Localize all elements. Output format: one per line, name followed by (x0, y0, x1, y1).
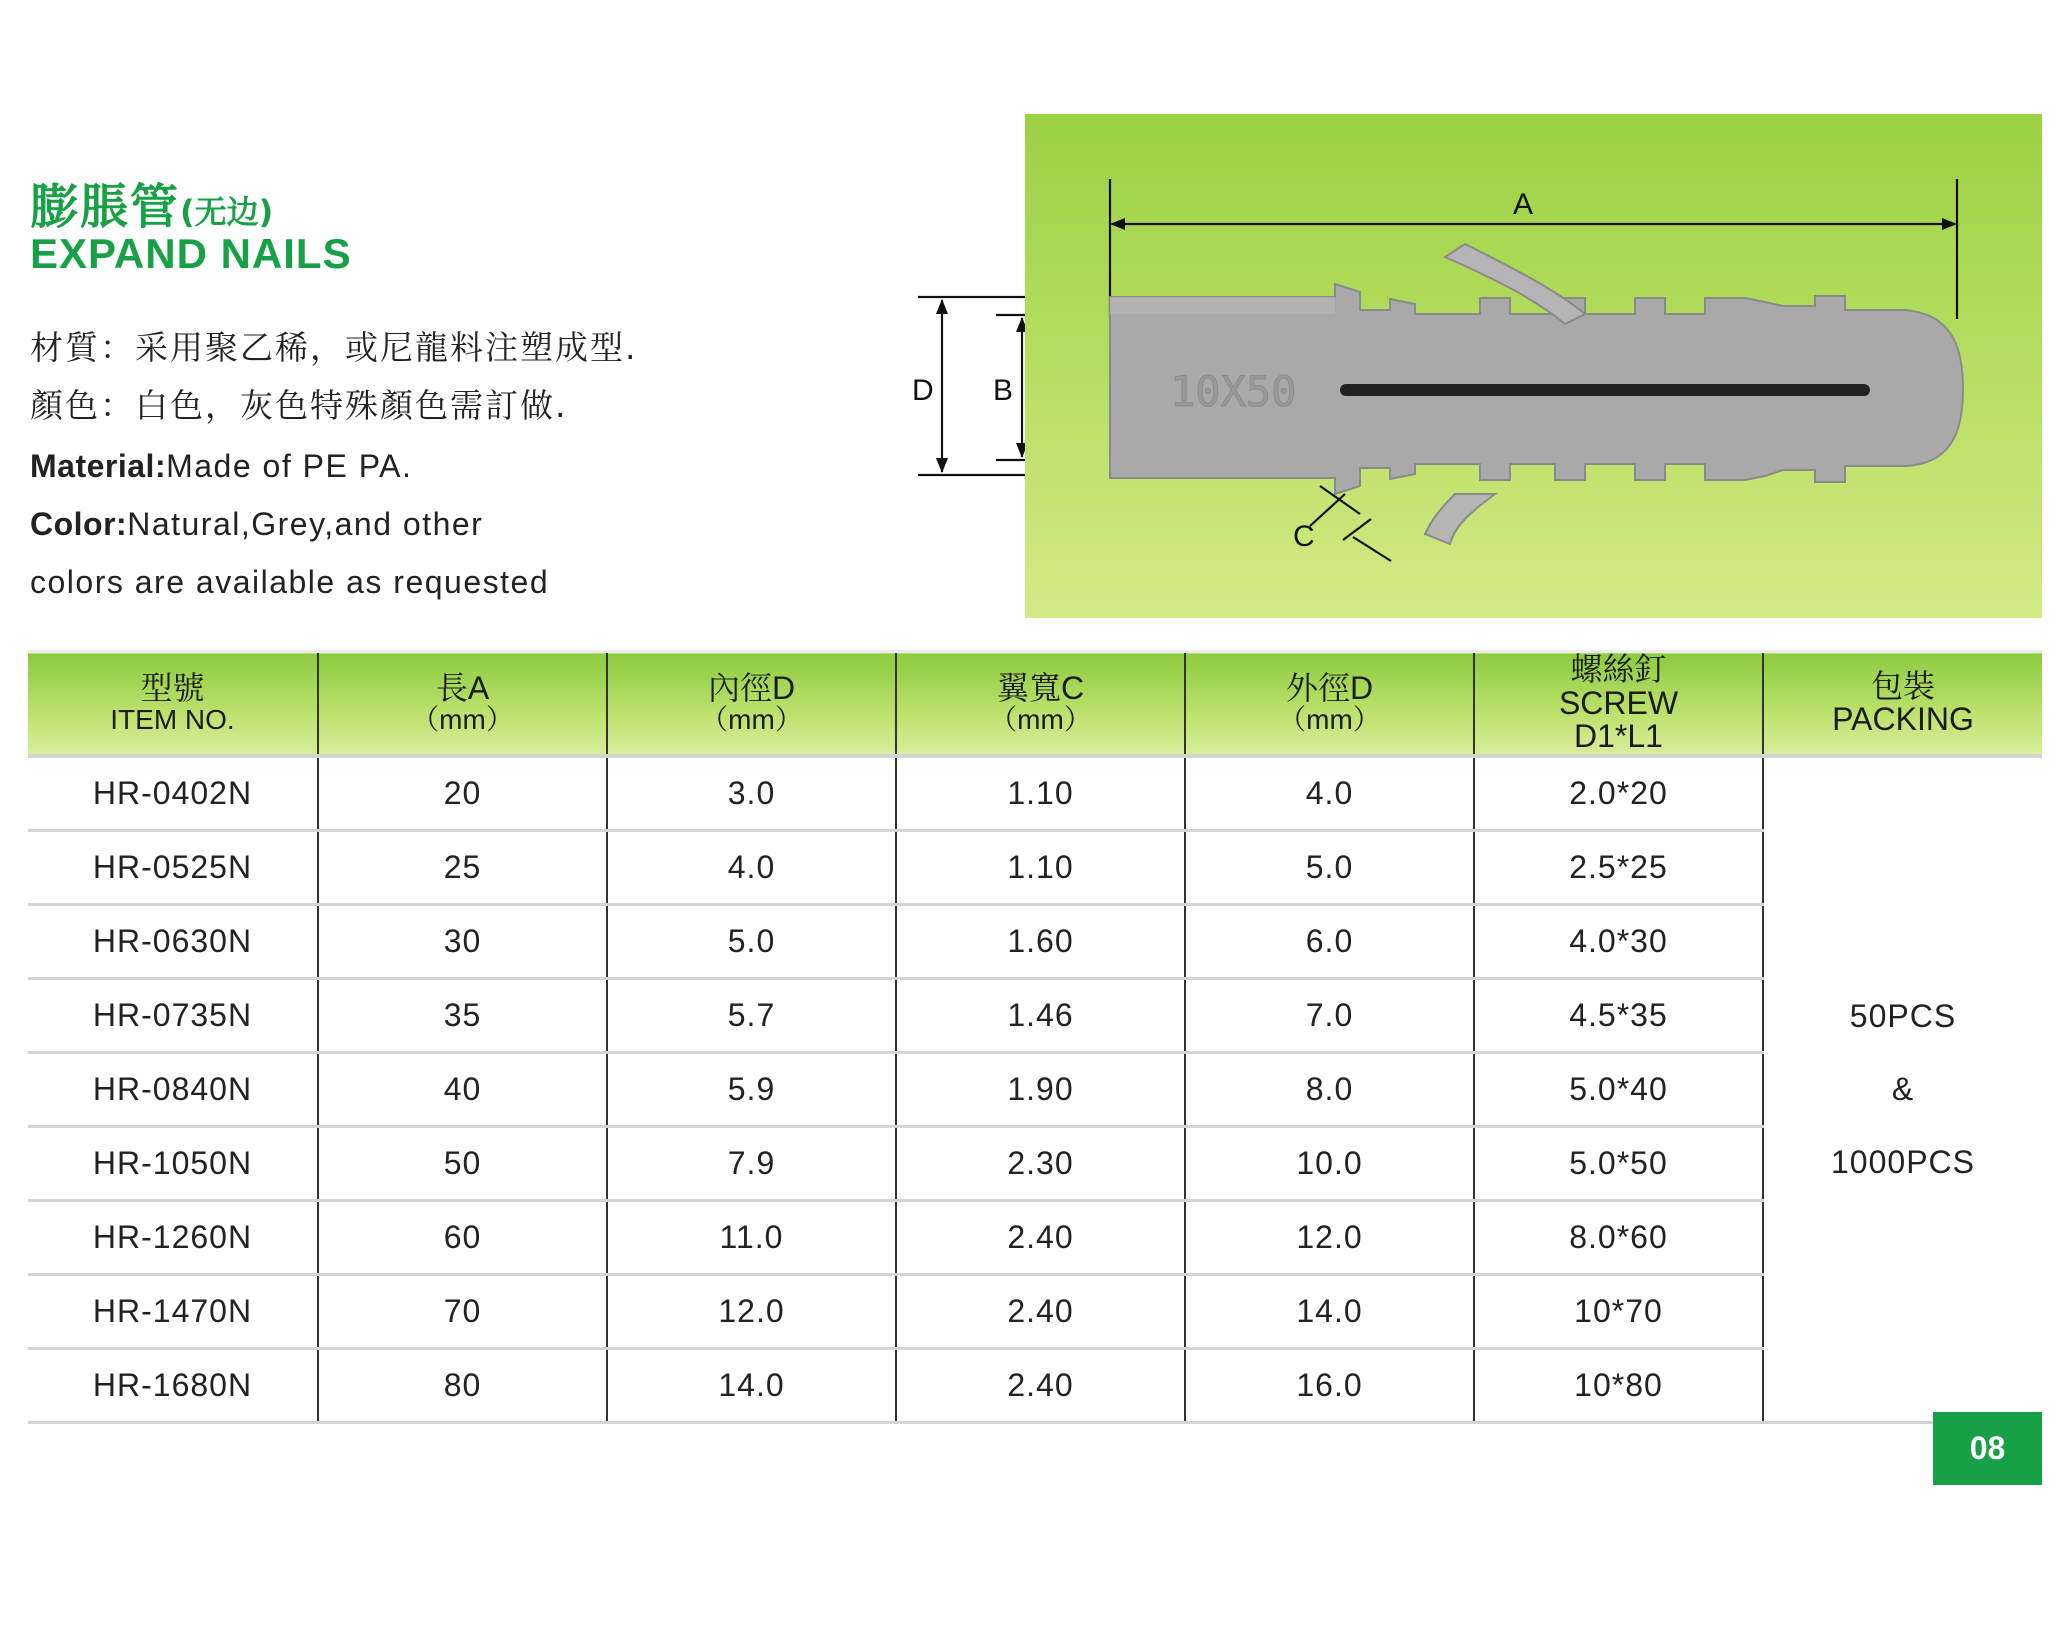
cell-outer-d: 16.0 (1185, 1348, 1474, 1422)
cell-item-no: HR-1260N (28, 1200, 318, 1274)
header-screw: 螺絲釘 SCREW D1*L1 (1474, 652, 1763, 756)
cell-length: 70 (318, 1274, 607, 1348)
cell-item-no: HR-1680N (28, 1348, 318, 1422)
cell-wing-c: 2.40 (896, 1348, 1185, 1422)
cell-inner-d: 11.0 (607, 1200, 896, 1274)
cell-wing-c: 1.46 (896, 978, 1185, 1052)
packing-line-3: 1000PCS (1831, 1143, 1975, 1180)
table-row (28, 1348, 2042, 1422)
label-b: B (993, 374, 1014, 407)
color-value: Natural,Grey,and other (127, 506, 484, 542)
header-item-no: 型號 ITEM NO. (28, 652, 318, 756)
cell-inner-d: 7.9 (607, 1126, 896, 1200)
material-en (30, 448, 412, 485)
table-row (28, 1200, 2042, 1274)
cell-item-no: HR-1050N (28, 1126, 318, 1200)
cell-outer-d: 12.0 (1185, 1200, 1474, 1274)
cell-inner-d: 5.0 (607, 904, 896, 978)
table-row (28, 756, 2042, 831)
plug-illustration (1025, 114, 2042, 618)
cell-length: 60 (318, 1200, 607, 1274)
cell-wing-c: 1.10 (896, 756, 1185, 831)
color-en (30, 506, 483, 543)
title-cn-sub: (无边) (180, 193, 274, 231)
cell-wing-c: 2.40 (896, 1274, 1185, 1348)
table-row (28, 904, 2042, 978)
cell-inner-d: 14.0 (607, 1348, 896, 1422)
cell-outer-d: 10.0 (1185, 1126, 1474, 1200)
product-title-en: EXPAND NAILS (30, 230, 352, 277)
cell-wing-c: 1.60 (896, 904, 1185, 978)
page-number: 08 (1933, 1412, 2042, 1485)
cell-length: 40 (318, 1052, 607, 1126)
cell-outer-d: 14.0 (1185, 1274, 1474, 1348)
embossed-size: 10X50 (1170, 367, 1297, 416)
packing-line-2: & (1891, 1070, 1915, 1107)
packing-line-1: 50PCS (1849, 997, 1957, 1034)
cell-item-no: HR-0402N (28, 756, 318, 831)
cell-length: 30 (318, 904, 607, 978)
header-packing: 包裝 PACKING (1763, 652, 2042, 756)
header-outer-d: 外徑D （mm） (1185, 652, 1474, 756)
table-row (28, 978, 2042, 1052)
cell-outer-d: 8.0 (1185, 1052, 1474, 1126)
header-inner-d: 內徑D （mm） (607, 652, 896, 756)
cell-inner-d: 4.0 (607, 830, 896, 904)
header-length-a: 長A （mm） (318, 652, 607, 756)
table-row (28, 1052, 2042, 1126)
cell-inner-d: 5.7 (607, 978, 896, 1052)
cell-outer-d: 5.0 (1185, 830, 1474, 904)
cell-length: 50 (318, 1126, 607, 1200)
cell-outer-d: 4.0 (1185, 756, 1474, 831)
cell-screw: 10*70 (1474, 1274, 1763, 1348)
table-row (28, 1274, 2042, 1348)
cell-length: 25 (318, 830, 607, 904)
material-value: Made of PE PA. (166, 448, 413, 484)
color-label: Color: (30, 506, 128, 542)
table-row (28, 1126, 2042, 1200)
cell-wing-c: 2.40 (896, 1200, 1185, 1274)
cell-inner-d: 5.9 (607, 1052, 896, 1126)
product-title-cn (30, 168, 273, 237)
cell-packing (1763, 756, 2042, 1423)
cell-item-no: HR-0840N (28, 1052, 318, 1126)
cell-inner-d: 12.0 (607, 1274, 896, 1348)
label-c: C (1293, 520, 1315, 553)
cell-item-no: HR-0735N (28, 978, 318, 1052)
cell-screw: 10*80 (1474, 1348, 1763, 1422)
title-cn-main: 膨脹管 (30, 179, 181, 235)
cell-item-no: HR-0525N (28, 830, 318, 904)
cell-outer-d: 6.0 (1185, 904, 1474, 978)
table-header-row (28, 652, 2042, 756)
cell-screw: 4.0*30 (1474, 904, 1763, 978)
cell-screw: 2.5*25 (1474, 830, 1763, 904)
product-diagram (1025, 114, 2042, 618)
cell-screw: 2.0*20 (1474, 756, 1763, 831)
cell-wing-c: 1.10 (896, 830, 1185, 904)
label-a: A (1512, 188, 1534, 221)
cell-screw: 5.0*40 (1474, 1052, 1763, 1126)
header-wing-c: 翼寬C （mm） (896, 652, 1185, 756)
spec-table (28, 650, 2042, 1424)
cell-item-no: HR-0630N (28, 904, 318, 978)
cell-item-no: HR-1470N (28, 1274, 318, 1348)
cell-screw: 5.0*50 (1474, 1126, 1763, 1200)
cell-wing-c: 2.30 (896, 1126, 1185, 1200)
color-en-line2: colors are available as requested (30, 564, 550, 600)
cell-inner-d: 3.0 (607, 756, 896, 831)
cell-length: 35 (318, 978, 607, 1052)
color-cn: 顏色：白色，灰色特殊顏色需訂做. (30, 386, 568, 425)
table-row (28, 830, 2042, 904)
cell-screw: 8.0*60 (1474, 1200, 1763, 1274)
material-label: Material: (30, 448, 167, 484)
cell-wing-c: 1.90 (896, 1052, 1185, 1126)
cell-outer-d: 7.0 (1185, 978, 1474, 1052)
cell-length: 20 (318, 756, 607, 831)
material-cn: 材質：采用聚乙稀，或尼龍料注塑成型. (30, 328, 638, 367)
cell-screw: 4.5*35 (1474, 978, 1763, 1052)
label-d: D (912, 374, 934, 407)
cell-length: 80 (318, 1348, 607, 1422)
